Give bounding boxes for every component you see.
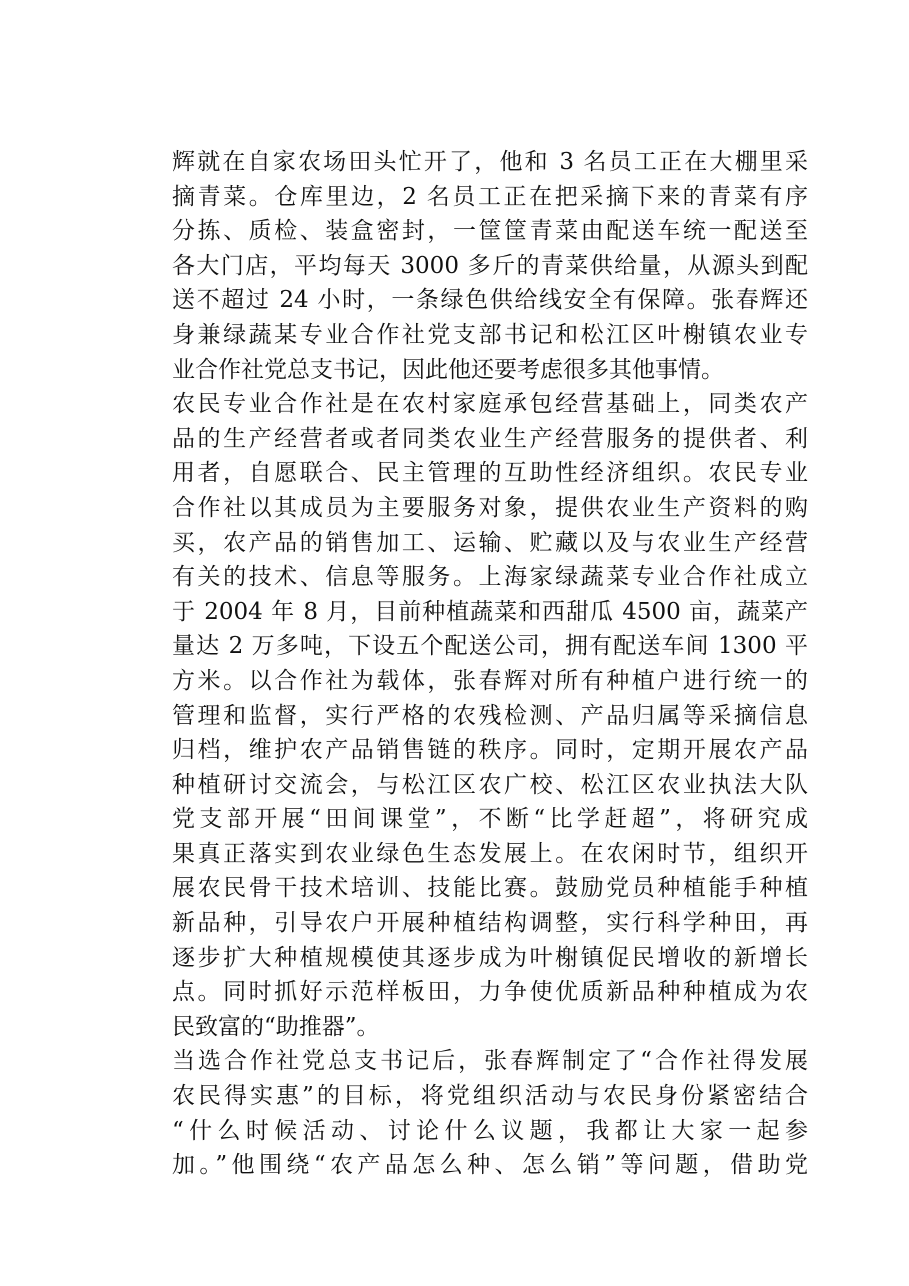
text-line: 点。同时抓好示范样板田，力争使优质新品种种植成为农 [172,979,808,1006]
text-line: 种植研讨交流会，与松江区农广校、松江区农业执法大队 [172,771,808,798]
text-line: 民致富的“助推器”。 [172,1013,380,1040]
text-line: 用者，自愿联合、民主管理的互助性经济组织。农民专业 [172,460,808,487]
document-body [172,145,808,1183]
text-line: 分拣、质检、装盒密封，一筐筐青菜由配送车统一配送至 [172,218,808,245]
text-line: 业合作社党总支书记，因此他还要考虑很多其他事情。 [172,356,724,383]
text-line: 摘青菜。仓库里边，2 名员工正在把采摘下来的青菜有序 [172,183,808,210]
text-line: 量达 2 万多吨，下设五个配送公司，拥有配送车间 1300 平 [172,633,808,660]
text-line: 归档，维护农产品销售链的秩序。同时，定期开展农产品 [172,737,808,764]
text-line: 农民得实惠”的目标，将党组织活动与农民身份紧密结合 [172,1083,808,1110]
text-line: 党支部开展“田间课堂”，不断“比学赶超”，将研究成 [172,806,808,833]
text-line: 品的生产经营者或者同类农业生产经营服务的提供者、利 [172,425,808,452]
text-line: 新品种，引导农户开展种植结构调整，实行科学种田，再 [172,910,808,937]
text-line: 辉就在自家农场田头忙开了，他和 3 名员工正在大棚里采 [172,149,808,175]
text-line: 农民专业合作社是在农村家庭承包经营基础上，同类农产 [172,391,808,418]
text-line: 管理和监督，实行严格的农残检测、产品归属等采摘信息 [172,702,808,729]
text-line: 送不超过 24 小时，一条绿色供给线安全有保障。张春辉还 [172,287,808,314]
text-line: “什么时候活动、讨论什么议题，我都让大家一起参 [172,1117,808,1144]
text-line: 加。”他围绕“农产品怎么种、怎么销”等问题，借助党 [172,1152,808,1179]
text-line: 逐步扩大种植规模使其逐步成为叶榭镇促民增收的新增长 [172,944,808,971]
text-line: 于 2004 年 8 月，目前种植蔬菜和西甜瓜 4500 亩，蔬菜产 [172,598,808,625]
text-line: 合作社以其成员为主要服务对象，提供农业生产资料的购 [172,494,808,521]
text-line: 买，农产品的销售加工、运输、贮藏以及与农业生产经营 [172,529,808,556]
text-line: 各大门店，平均每天 3000 多斤的青菜供给量，从源头到配 [172,252,808,279]
text-line: 身兼绿蔬某专业合作社党支部书记和松江区叶榭镇农业专 [172,321,808,348]
text-line: 当选合作社党总支书记后，张春辉制定了“合作社得发展 [172,1048,808,1075]
text-line: 有关的技术、信息等服务。上海家绿蔬菜专业合作社成立 [172,564,808,591]
text-line: 方米。以合作社为载体，张春辉对所有种植户进行统一的 [172,667,808,694]
text-line: 果真正落实到农业绿色生态发展上。在农闲时节，组织开 [172,840,808,867]
text-line: 展农民骨干技术培训、技能比赛。鼓励党员种植能手种植 [172,875,808,902]
